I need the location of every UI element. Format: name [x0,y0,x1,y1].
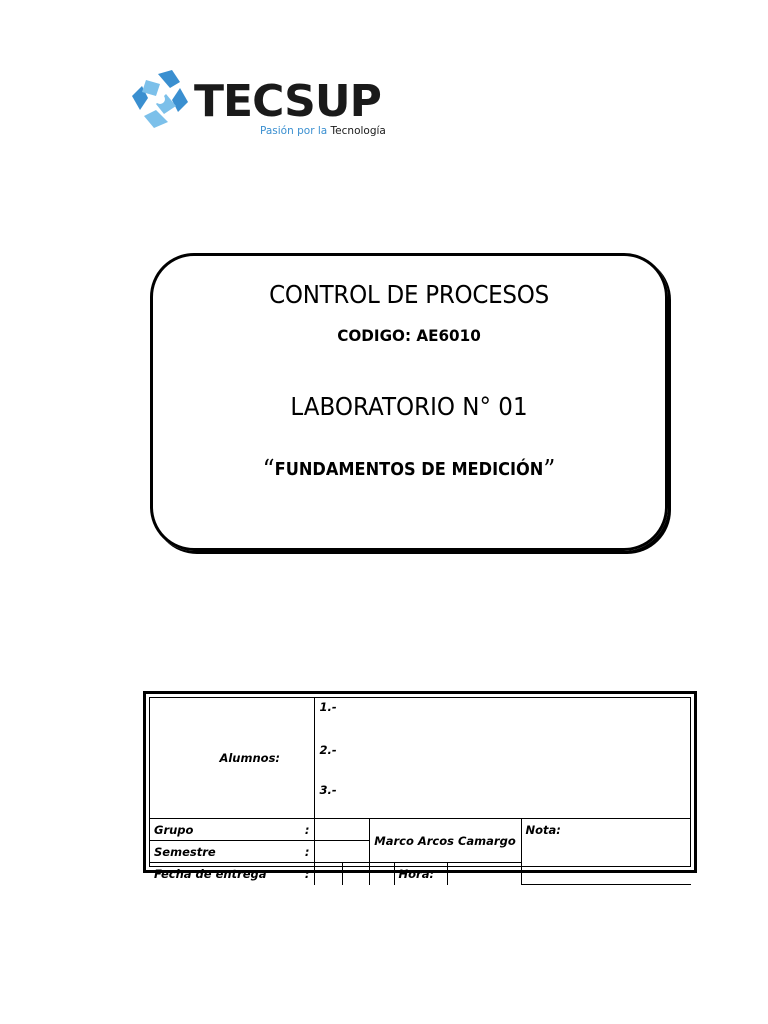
alumno-item-1: 1.- [319,700,337,714]
tecsup-emblem-icon [132,70,188,128]
course-title: CONTROL DE PROCESOS [269,280,549,309]
brand-text: TECSUP [194,76,381,127]
fecha-cell-2 [342,863,369,885]
open-quote: “ [262,455,275,485]
course-code: CODIGO: AE6010 [337,326,481,345]
fecha-row-label: Fecha de entrega : [150,863,314,885]
grupo-value-cell [314,819,369,841]
lab-subtitle [179,452,640,485]
fecha-cell-1 [314,863,342,885]
tagline-text: Pasión por la Tecnología [260,125,386,137]
fecha-cell-3 [369,863,394,885]
alumnos-label: Alumnos: [150,698,314,819]
nota-label: Nota: [521,819,691,885]
student-info-table [143,691,697,881]
hora-value-cell [447,863,521,885]
alumno-item-2: 2.- [319,743,337,757]
hora-label: Hora: [394,863,447,885]
grupo-row-label: Grupo : [150,819,314,841]
tecsup-logo [128,66,386,142]
alumnos-list [314,698,691,819]
semestre-row-label: Semestre : [150,841,314,863]
close-quote: ” [543,455,556,485]
alumno-item-3: 3.- [319,783,337,797]
profesor-name: Marco Arcos Camargo [369,819,521,863]
lab-number: LABORATORIO N° 01 [290,392,528,421]
lab-subtitle-text: FUNDAMENTOS DE MEDICIÓN [274,459,544,480]
title-box [150,253,668,551]
semestre-value-cell [314,841,369,863]
